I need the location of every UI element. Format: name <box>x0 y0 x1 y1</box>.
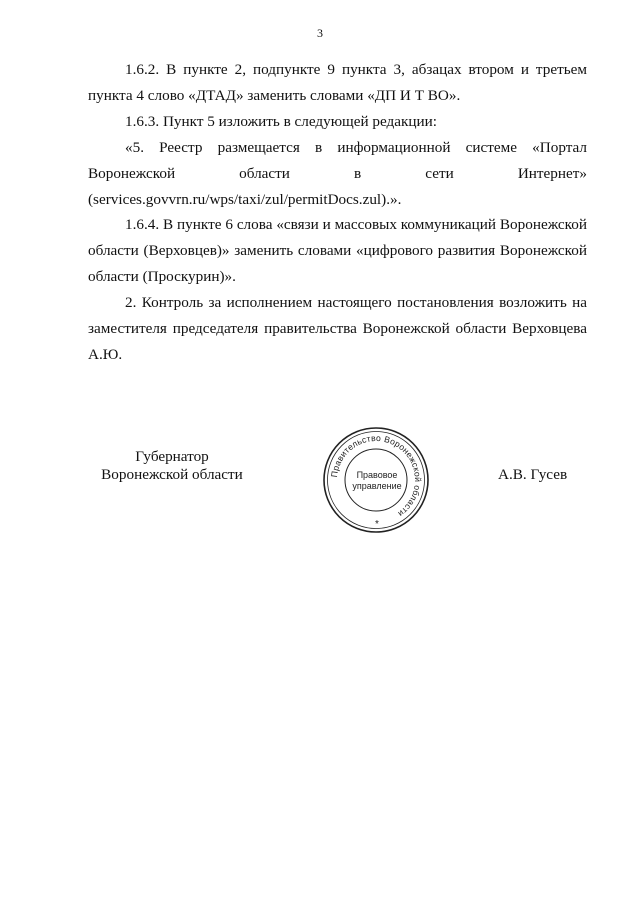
paragraph-1-6-3: 1.6.3. Пункт 5 изложить в следующей редакции: <box>125 112 438 130</box>
page-number: 3 <box>317 26 323 40</box>
seal-center-line2: управление <box>352 481 402 491</box>
signatory-name: А.В. Гусев <box>498 466 568 483</box>
paragraph-quote-5: «5. Реестр размещается в информационной системе «Портал Воронежской области в сети Интернет» (services.govvrn.ru/wps/taxi/zul/permitDocs.zul).». <box>88 138 587 208</box>
paragraph-1-6-4: 1.6.4. В пункте 6 слова «связи и массовых коммуникаций Воронежской области (Верховцев)» заменить словами «цифрового развития Воронежской области (Проскурин)». <box>88 216 587 286</box>
paragraph-1-6-2: 1.6.2. В пункте 2, подпункте 9 пункта 3, абзацах втором и третьем пункта 4 слово «ДТАД» заменить словами «ДП И Т ВО». <box>88 61 587 104</box>
seal-star: * <box>375 519 379 530</box>
document-body <box>88 57 587 368</box>
signature-block <box>0 432 640 548</box>
seal-outer-text: Правительство Воронежской области <box>329 432 424 520</box>
signatory-position-line1: Губернатор <box>135 448 209 465</box>
signatory-position-line2: Воронежской области <box>101 466 243 483</box>
seal-stamp-icon <box>320 424 432 536</box>
seal-center-line1: Правовое <box>356 470 398 480</box>
signatory-position <box>97 448 247 484</box>
paragraph-2: 2. Контроль за исполнением настоящего постановления возложить на заместителя председателя правительства Воронежской области Верховцева А.Ю. <box>88 294 587 363</box>
